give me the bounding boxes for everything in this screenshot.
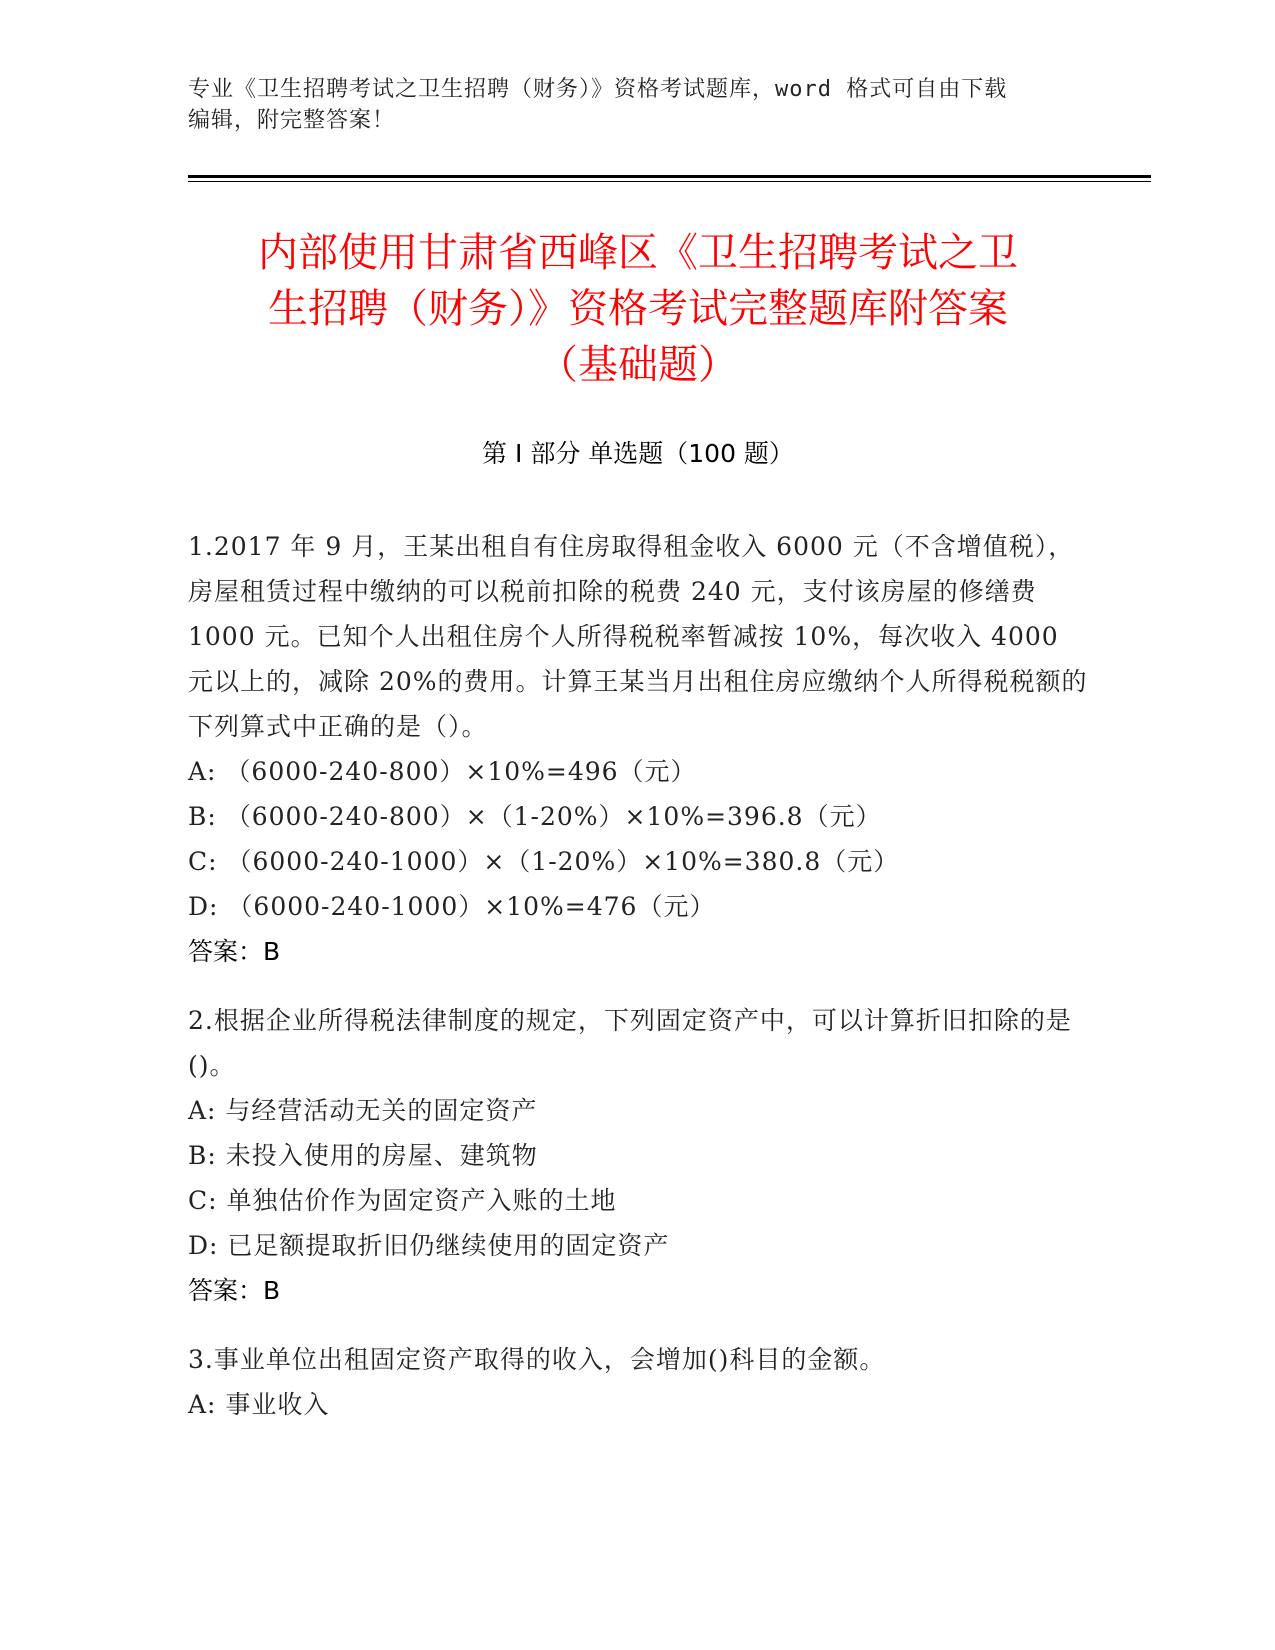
option-c: C: 单独估价作为固定资产入账的土地	[188, 1186, 617, 1215]
option-b: B: 未投入使用的房屋、建筑物	[188, 1141, 538, 1170]
question-stem: 3.事业单位出租固定资产取得的收入，会增加()科目的金额。	[188, 1345, 886, 1374]
option-c: C: （6000-240-1000）×（1-20%）×10%=380.8（元）	[188, 847, 900, 876]
option-b: B: （6000-240-800）×（1-20%）×10%=396.8（元）	[188, 802, 882, 831]
option-a: A: 与经营活动无关的固定资产	[188, 1096, 538, 1125]
answer-label: 答案：B	[188, 937, 281, 966]
question-list	[188, 524, 1088, 1451]
question-stem: 1.2017 年 9 月，王某出租自有住房取得租金收入 6000 元（不含增值税），房屋租赁过程中缴纳的可以税前扣除的税费 240 元，支付该房屋的修缮费 1000 元。已知个人出租住房个人所得税税率暂减按 10%，每次收入 4000 元以上的，减除 20%的费用。计算王某当月出租住房应缴纳个人所得税税额的下列算式中正确的是（）。	[188, 532, 1088, 741]
document-title-line-3: （基础题）	[538, 342, 738, 388]
header-divider-thick	[188, 175, 1151, 178]
option-a: A: （6000-240-800）×10%=496（元）	[188, 757, 697, 786]
option-a: A: 事业收入	[188, 1390, 330, 1419]
document-title-line-2: 生招聘（财务）》资格考试完整题库附答案	[268, 286, 1008, 332]
header-note-line-2: 编辑，附完整答案！	[188, 108, 396, 133]
header-divider-thin	[188, 181, 1151, 182]
option-d: D: （6000-240-1000）×10%=476（元）	[188, 892, 716, 921]
question-1	[188, 524, 1088, 974]
option-d: D: 已足额提取折旧仍继续使用的固定资产	[188, 1231, 670, 1260]
document-title	[188, 225, 1088, 393]
section-heading: 第 I 部分 单选题（100 题）	[482, 439, 794, 468]
question-3	[188, 1337, 1088, 1427]
question-stem: 2.根据企业所得税法律制度的规定，下列固定资产中，可以计算折旧扣除的是()。	[188, 1006, 1072, 1080]
header-note	[188, 74, 1068, 136]
document-title-line-1: 内部使用甘肃省西峰区《卫生招聘考试之卫	[258, 230, 1018, 276]
answer-label: 答案：B	[188, 1276, 281, 1305]
header-note-line-1: 专业《卫生招聘考试之卫生招聘（财务）》资格考试题库，word 格式可自由下载	[188, 77, 1008, 102]
question-2	[188, 998, 1088, 1313]
